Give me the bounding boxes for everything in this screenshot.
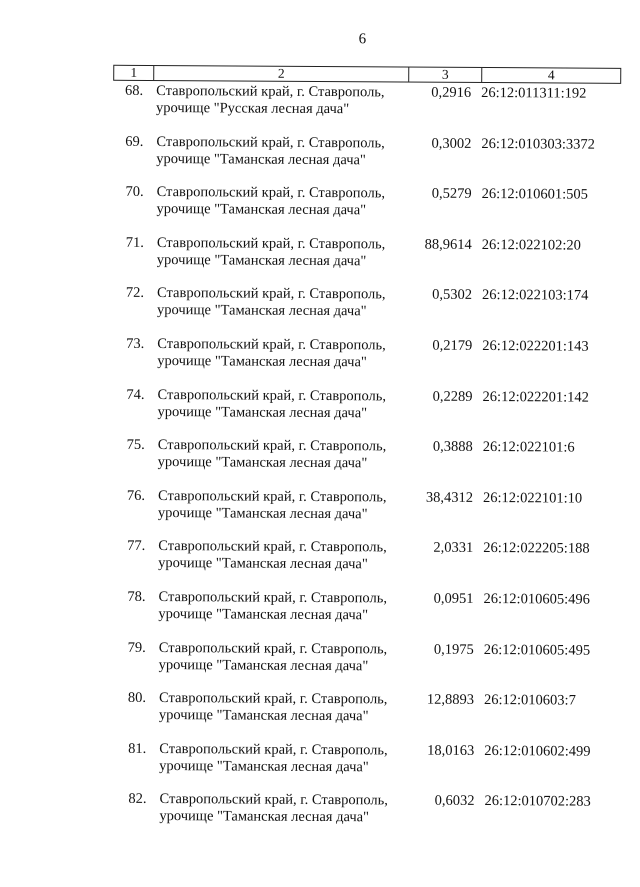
row-area: 88,9614: [424, 236, 472, 253]
table-row: [2, 133, 640, 183]
location-line-2: урочище "Таманская лесная дача": [158, 606, 369, 624]
row-cadastral-number: 26:12:022201:143: [482, 337, 589, 355]
row-location: [159, 741, 424, 777]
location-line-1: Ставропольский край, г. Ставрополь,: [158, 589, 388, 607]
location-line-1: Ставропольский край, г. Ставрополь,: [157, 285, 386, 303]
column-header-4: 4: [547, 67, 555, 83]
table-row: [1, 234, 640, 284]
row-location: [157, 235, 422, 271]
row-number: 74.: [126, 386, 145, 403]
row-location: [159, 640, 424, 676]
location-line-1: Ставропольский край, г. Ставрополь,: [157, 437, 387, 455]
location-line-2: урочище "Таманская лесная дача": [157, 454, 368, 472]
location-line-1: Ставропольский край, г. Ставрополь,: [158, 690, 388, 708]
column-header-2: 2: [154, 66, 409, 82]
row-area: 38,4312: [425, 489, 474, 506]
row-cadastral-number: 26:12:010605:496: [483, 591, 590, 608]
row-number: 70.: [125, 183, 144, 201]
table-row: [0, 689, 638, 739]
row-area: 0,2179: [432, 337, 473, 354]
row-area: 12,8893: [426, 691, 475, 709]
row-location: [156, 134, 421, 170]
row-location: [156, 184, 421, 220]
location-line-1: Ставропольский край, г. Ставрополь,: [156, 234, 386, 253]
row-number: 68.: [124, 82, 144, 99]
row-area: 0,3002: [431, 135, 472, 152]
row-area: 0,6032: [434, 793, 475, 810]
table-row: [0, 335, 640, 385]
table-header-row: [113, 65, 621, 84]
row-location: [158, 437, 423, 473]
row-area: 0,0951: [433, 590, 474, 607]
location-line-1: Ставропольский край, г. Ставрополь,: [159, 740, 388, 759]
row-location: [158, 589, 423, 625]
table-row: [0, 386, 640, 436]
row-area: 2,0331: [433, 540, 474, 557]
row-number: 75.: [126, 437, 145, 454]
table-row: [0, 639, 639, 689]
row-location: [157, 285, 422, 321]
location-line-1: Ставропольский край, г. Ставрополь,: [157, 386, 387, 404]
table-row: [2, 82, 640, 132]
row-number: 76.: [126, 487, 146, 504]
row-number: 80.: [127, 690, 147, 707]
row-cadastral-number: 26:12:010603:7: [483, 692, 576, 709]
row-cadastral-number: 26:12:010602:499: [484, 742, 591, 760]
location-line-1: Ставропольский край, г. Ставрополь,: [156, 82, 385, 101]
row-cadastral-number: 26:12:022201:142: [482, 388, 589, 406]
row-number: 77.: [127, 538, 146, 555]
table-row: [0, 588, 639, 638]
row-cadastral-number: 26:12:010702:283: [484, 793, 591, 811]
row-cadastral-number: 26:12:022103:174: [482, 287, 589, 305]
location-line-2: урочище "Таманская лесная дача": [157, 504, 368, 523]
table-row: [0, 740, 638, 790]
row-location: [157, 387, 422, 423]
table-row: [0, 436, 640, 486]
row-cadastral-number: 26:12:010303:3372: [481, 135, 596, 153]
row-number: 72.: [125, 285, 145, 302]
location-line-1: Ставропольский край, г. Ставрополь,: [158, 538, 387, 556]
row-number: 81.: [128, 740, 147, 757]
row-cadastral-number: 26:12:022102:20: [481, 236, 581, 254]
location-line-2: урочище "Таманская лесная дача": [159, 757, 369, 776]
row-location: [158, 488, 423, 524]
location-line-2: урочище "Таманская лесная дача": [158, 656, 369, 674]
row-number: 79.: [127, 639, 146, 656]
row-area: 0,2916: [431, 84, 472, 101]
row-area: 0,5279: [431, 185, 472, 203]
location-line-1: Ставропольский край, г. Ставрополь,: [157, 487, 387, 506]
page-number: 6: [358, 31, 367, 48]
row-cadastral-number: 26:12:022205:188: [483, 540, 590, 558]
table-row: [0, 487, 640, 537]
table-row: [0, 790, 638, 840]
row-number: 82.: [128, 791, 147, 808]
table-row: [0, 537, 639, 587]
row-location: [156, 83, 421, 119]
row-cadastral-number: 26:12:022101:6: [482, 439, 575, 456]
row-number: 73.: [126, 335, 145, 352]
location-line-1: Ставропольский край, г. Ставрополь,: [159, 791, 388, 809]
table-row: [1, 284, 640, 334]
table-row: [1, 183, 640, 233]
location-line-2: урочище "Таманская лесная дача": [156, 251, 367, 270]
location-line-1: Ставропольский край, г. Ставрополь,: [156, 184, 386, 202]
location-line-2: урочище "Таманская лесная дача": [156, 302, 367, 320]
row-number: 71.: [125, 234, 144, 251]
row-area: 0,3888: [432, 438, 473, 456]
row-area: 0,5302: [432, 287, 473, 304]
location-line-2: урочище "Таманская лесная дача": [157, 403, 368, 421]
location-line-2: урочище "Таманская лесная дача": [159, 808, 370, 826]
location-line-2: урочище "Таманская лесная дача": [156, 201, 367, 219]
row-number: 69.: [125, 133, 144, 150]
row-area: 18,0163: [427, 742, 475, 759]
row-location: [159, 791, 424, 827]
row-location: [158, 538, 423, 574]
column-header-3: 3: [409, 68, 482, 82]
row-cadastral-number: 26:12:022101:10: [482, 489, 583, 507]
row-location: [159, 690, 424, 726]
row-cadastral-number: 26:12:010601:505: [481, 186, 588, 203]
location-line-2: урочище "Таманская лесная дача": [158, 707, 369, 725]
row-number: 78.: [127, 588, 146, 605]
row-area: 0,2289: [432, 388, 473, 405]
location-line-1: Ставропольский край, г. Ставрополь,: [158, 639, 388, 658]
row-location: [157, 336, 422, 372]
row-cadastral-number: 26:12:011311:192: [481, 84, 587, 102]
row-cadastral-number: 26:12:010605:495: [483, 641, 591, 659]
location-line-2: урочище "Таманская лесная дача": [156, 150, 366, 168]
location-line-2: урочище "Русская лесная дача": [155, 99, 350, 118]
location-line-2: урочище "Таманская лесная дача": [157, 353, 367, 371]
location-line-1: Ставропольский край, г. Ставрополь,: [156, 133, 385, 151]
location-line-1: Ставропольский край, г. Ставрополь,: [157, 336, 386, 354]
location-line-2: урочище "Таманская лесная дача": [158, 555, 368, 573]
column-header-1: 1: [114, 66, 154, 80]
row-area: 0,1975: [433, 641, 474, 658]
